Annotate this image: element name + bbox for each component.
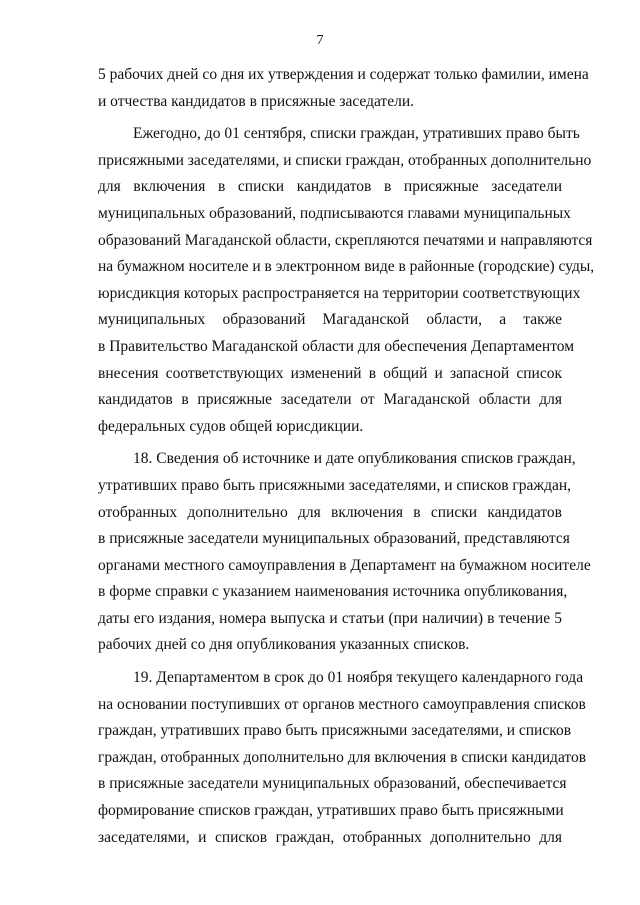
text-line: на основании поступивших от органов местного самоуправления списков <box>98 695 586 713</box>
text-line: формирование списков граждан, утративших право быть присяжными <box>98 802 564 820</box>
text-line: 19. Департаментом в срок до 01 ноября текущего календарного года <box>133 669 584 687</box>
text-line: 18. Сведения об источнике и дате опубликования списков граждан, <box>133 450 576 468</box>
text-line: даты его издания, номера выпуска и статьи (при наличии) в течение 5 <box>98 609 562 627</box>
text-line: кандидатов в присяжные заседатели от Магаданской области для <box>98 391 562 409</box>
page-number: 7 <box>316 33 324 48</box>
text-line: в форме справки с указанием наименования источника опубликования, <box>98 583 568 601</box>
text-line: присяжными заседателями, и списки граждан, отобранных дополнительно <box>98 151 592 169</box>
text-line: 5 рабочих дней со дня их утверждения и содержат только фамилии, имена <box>98 66 589 83</box>
text-line: юрисдикция которых распространяется на территории соответствующих <box>98 284 581 302</box>
text-line: граждан, отобранных дополнительно для включения в списки кандидатов <box>98 748 587 766</box>
text-line: для включения в списки кандидатов в присяжные заседатели <box>98 178 562 196</box>
text-line: отобранных дополнительно для включения в списки кандидатов <box>98 503 562 521</box>
text-line: муниципальных образований, подписываются главами муниципальных <box>98 204 571 222</box>
text-line: образований Магаданской области, скрепляются печатями и направляются <box>98 231 593 249</box>
text-line: и отчества кандидатов в присяжные заседатели. <box>98 92 414 110</box>
paragraph <box>98 665 587 851</box>
text-line: внесения соответствующих изменений в общий и запасной список <box>98 364 562 382</box>
paragraph <box>98 446 591 659</box>
text-line: в Правительство Магаданской области для обеспечения Департаментом <box>98 337 575 355</box>
document-body <box>98 62 595 851</box>
text-line: утративших право быть присяжными заседателями, и списков граждан, <box>98 476 572 494</box>
text-line: федеральных судов общей юрисдикции. <box>98 417 364 435</box>
paragraph <box>98 62 589 115</box>
text-line: Ежегодно, до 01 сентября, списки граждан, утративших право быть <box>133 125 580 143</box>
text-line: заседателями, и списков граждан, отобранных дополнительно для <box>98 828 562 846</box>
text-line: в присяжные заседатели муниципальных образований, обеспечивается <box>98 775 567 793</box>
text-line: органами местного самоуправления в Департамент на бумажном носителе <box>98 556 591 574</box>
text-line: на бумажном носителе и в электронном виде в районные (городские) суды, <box>98 258 595 276</box>
text-line: в присяжные заседатели муниципальных образований, представляются <box>98 530 570 548</box>
text-line: муниципальных образований Магаданской области, а также <box>98 311 562 329</box>
paragraph <box>98 121 595 440</box>
text-line: граждан, утративших право быть присяжными заседателями, и списков <box>98 722 572 740</box>
text-line: рабочих дней со дня опубликования указанных списков. <box>98 636 470 654</box>
